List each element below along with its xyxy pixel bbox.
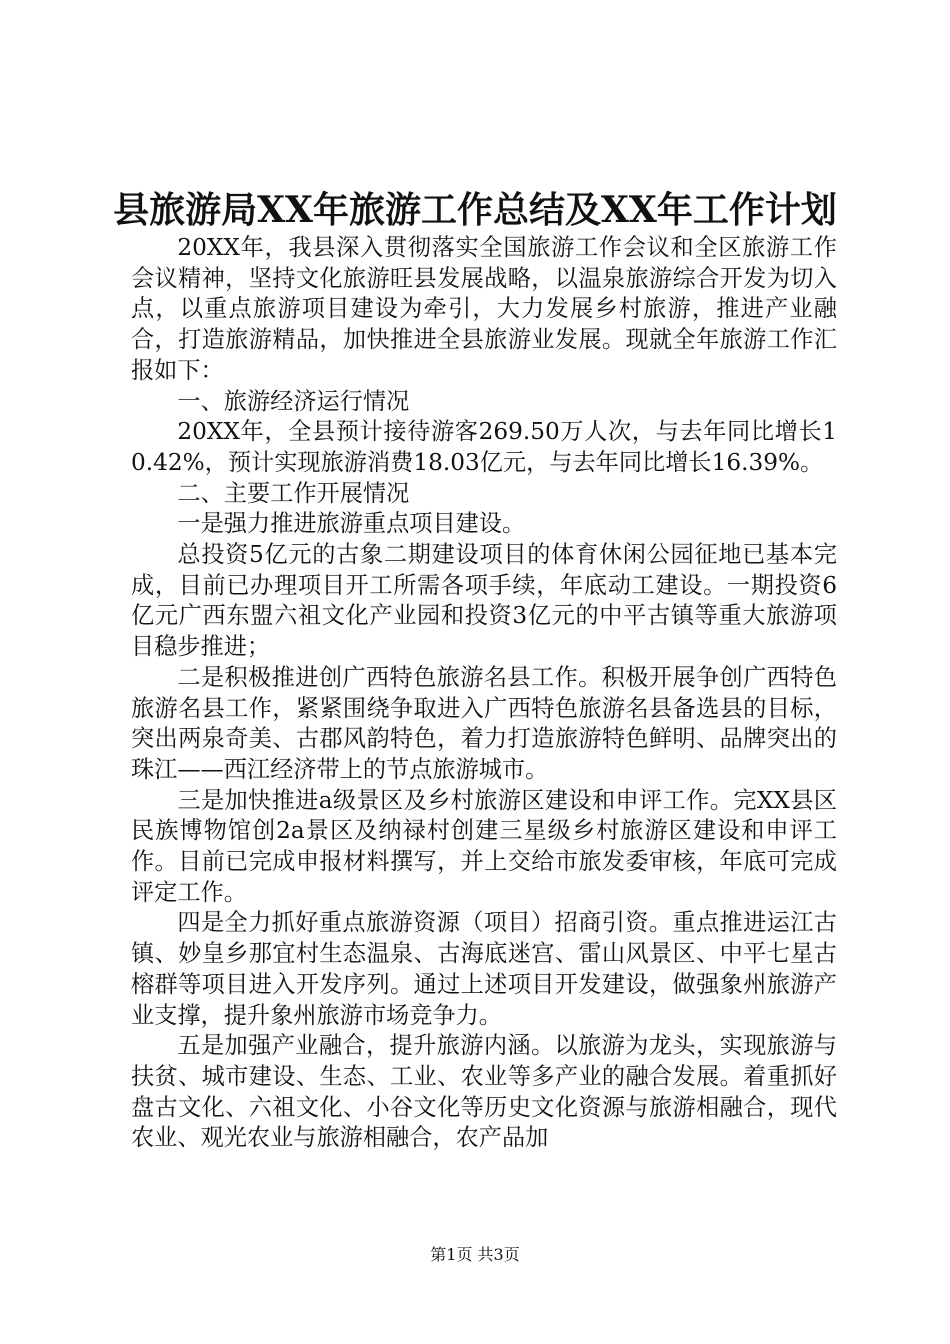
section-heading-work: 二、主要工作开展情况 bbox=[177, 479, 410, 507]
paragraph-item-2: 二是积极推进创广西特色旅游名县工作。积极开展争创广西特色旅游名县工作，紧紧围绕争取进入广西特色旅游名县备选县的目标，突出两泉奇美、古郡风韵特色，着力打造旅游特色鲜明、品牌突出的珠江——西江经济带上的节点旅游城市。 bbox=[131, 663, 837, 783]
section-heading-economy: 一、旅游经济运行情况 bbox=[177, 387, 410, 415]
paragraph-item-1-detail: 总投资5亿元的古象二期建设项目的体育休闲公园征地已基本完成，目前已办理项目开工所需各项手续，年底动工建设。一期投资6亿元广西东盟六祖文化产业园和投资3亿元的中平古镇等重大旅游项目稳步推进； bbox=[131, 541, 837, 661]
paragraph-intro: 20XX年，我县深入贯彻落实全国旅游工作会议和全区旅游工作会议精神，坚持文化旅游旺县发展战略，以温泉旅游综合开发为切入点，以重点旅游项目建设为牵引，大力发展乡村旅游，推进产业融合，打造旅游精品，加快推进全县旅游业发展。现就全年旅游工作汇报如下： bbox=[131, 234, 837, 384]
page-footer: 第1页 共3页 bbox=[430, 1245, 520, 1264]
paragraph-item-1-heading: 一是强力推进旅游重点项目建设。 bbox=[177, 510, 526, 538]
document-body bbox=[131, 233, 837, 1154]
paragraph-item-3: 三是加快推进a级景区及乡村旅游区建设和申评工作。完XX县区民族博物馆创2a景区及纳禄村创建三星级乡村旅游区建设和申评工作。目前已完成申报材料撰写，并上交给市旅发委审核，年底可完成评定工作。 bbox=[131, 786, 837, 906]
document-title: 县旅游局XX年旅游工作总结及XX年工作计划 bbox=[113, 189, 837, 231]
paragraph-item-4: 四是全力抓好重点旅游资源（项目）招商引资。重点推进运江古镇、妙皇乡那宜村生态温泉、古海底迷宫、雷山风景区、中平七星古榕群等项目进入开发序列。通过上述项目开发建设，做强象州旅游产业支撑，提升象州旅游市场竞争力。 bbox=[131, 909, 837, 1029]
paragraph-item-5: 五是加强产业融合，提升旅游内涵。以旅游为龙头，实现旅游与扶贫、城市建设、生态、工业、农业等多产业的融合发展。着重抓好盘古文化、六祖文化、小谷文化等历史文化资源与旅游相融合，现代农业、观光农业与旅游相融合，农产品加 bbox=[131, 1032, 837, 1152]
paragraph-economy-stats: 20XX年，全县预计接待游客269.50万人次，与去年同比增长10.42%，预计实现旅游消费18.03亿元，与去年同比增长16.39%。 bbox=[131, 418, 837, 476]
